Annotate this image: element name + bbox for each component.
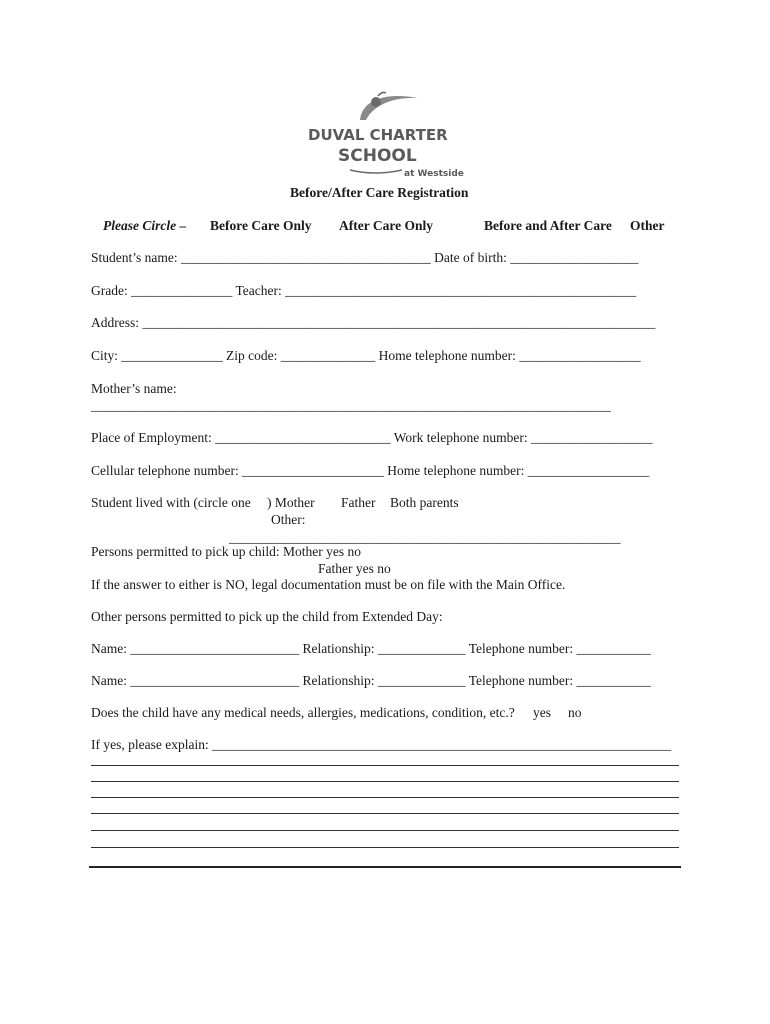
explain-line-6[interactable] <box>91 847 679 848</box>
logo-underline-swoosh <box>350 170 402 173</box>
lived-with-father[interactable]: Father <box>341 495 376 510</box>
lived-with-mother[interactable]: ) Mother <box>267 495 315 510</box>
apple-icon <box>371 97 381 107</box>
pickup-note: If the answer to either is NO, legal documentation must be on file with the Main Office. <box>91 577 566 592</box>
option-before-and-after-care[interactable]: Before and After Care <box>484 218 612 233</box>
explain-line-5[interactable] <box>91 830 679 831</box>
circle-label: Please Circle – <box>103 218 187 233</box>
logo-line2: SCHOOL <box>338 146 417 166</box>
pickup-father-row[interactable]: Father yes no <box>318 561 391 576</box>
logo-line1: DUVAL CHARTER <box>308 126 448 144</box>
other-persons-heading: Other persons permitted to pick up the child from Extended Day: <box>91 609 443 624</box>
lived-with-both[interactable]: Both parents <box>390 495 459 510</box>
explain-field[interactable]: If yes, please explain: ____________________________________________________________________ <box>91 737 672 752</box>
lived-with-other-field[interactable]: __________________________________________________________ <box>229 530 621 545</box>
cellular-phone-field[interactable]: Cellular telephone number: _____________________ Home telephone number: __________________ <box>91 463 650 478</box>
logo-line3: at Westside <box>404 169 464 179</box>
other-person-row-2[interactable]: Name: _________________________ Relationship: _____________ Telephone number: ___________ <box>91 673 651 688</box>
medical-question: Does the child have any medical needs, allergies, medications, condition, etc.? <box>91 705 515 720</box>
address-field[interactable]: Address: ____________________________________________________________________________ <box>91 315 656 330</box>
explain-line-3[interactable] <box>91 797 679 798</box>
lived-with-other-label: Other: <box>271 512 306 527</box>
form-title: Before/After Care Registration <box>290 185 469 200</box>
city-zip-phone-field[interactable]: City: _______________ Zip code: ______________ Home telephone number: __________________ <box>91 348 641 363</box>
pickup-mother-row[interactable]: Persons permitted to pick up child: Mother yes no <box>91 544 361 559</box>
apple-swoosh-icon <box>360 96 418 120</box>
medical-no[interactable]: no <box>568 705 582 720</box>
grade-teacher-field[interactable]: Grade: _______________ Teacher: ____________________________________________________ <box>91 283 637 298</box>
explain-line-2[interactable] <box>91 781 679 782</box>
option-before-care[interactable]: Before Care Only <box>210 218 312 233</box>
student-name-field[interactable]: Student’s name: _____________________________________ Date of birth: ___________________ <box>91 250 639 265</box>
option-after-care[interactable]: After Care Only <box>339 218 433 233</box>
employment-field[interactable]: Place of Employment: __________________________ Work telephone number: __________________ <box>91 430 653 445</box>
option-other[interactable]: Other <box>630 218 665 233</box>
medical-yes[interactable]: yes <box>533 705 551 720</box>
other-person-row-1[interactable]: Name: _________________________ Relationship: _____________ Telephone number: ___________ <box>91 641 651 656</box>
lived-with-label: Student lived with (circle one <box>91 495 251 510</box>
bottom-divider <box>89 866 681 868</box>
mother-name-field[interactable]: _____________________________________________________________________________ <box>91 398 611 413</box>
school-logo <box>300 88 465 183</box>
explain-line-1[interactable] <box>91 765 679 766</box>
explain-line-4[interactable] <box>91 813 679 814</box>
mother-name-label: Mother’s name: <box>91 381 177 396</box>
